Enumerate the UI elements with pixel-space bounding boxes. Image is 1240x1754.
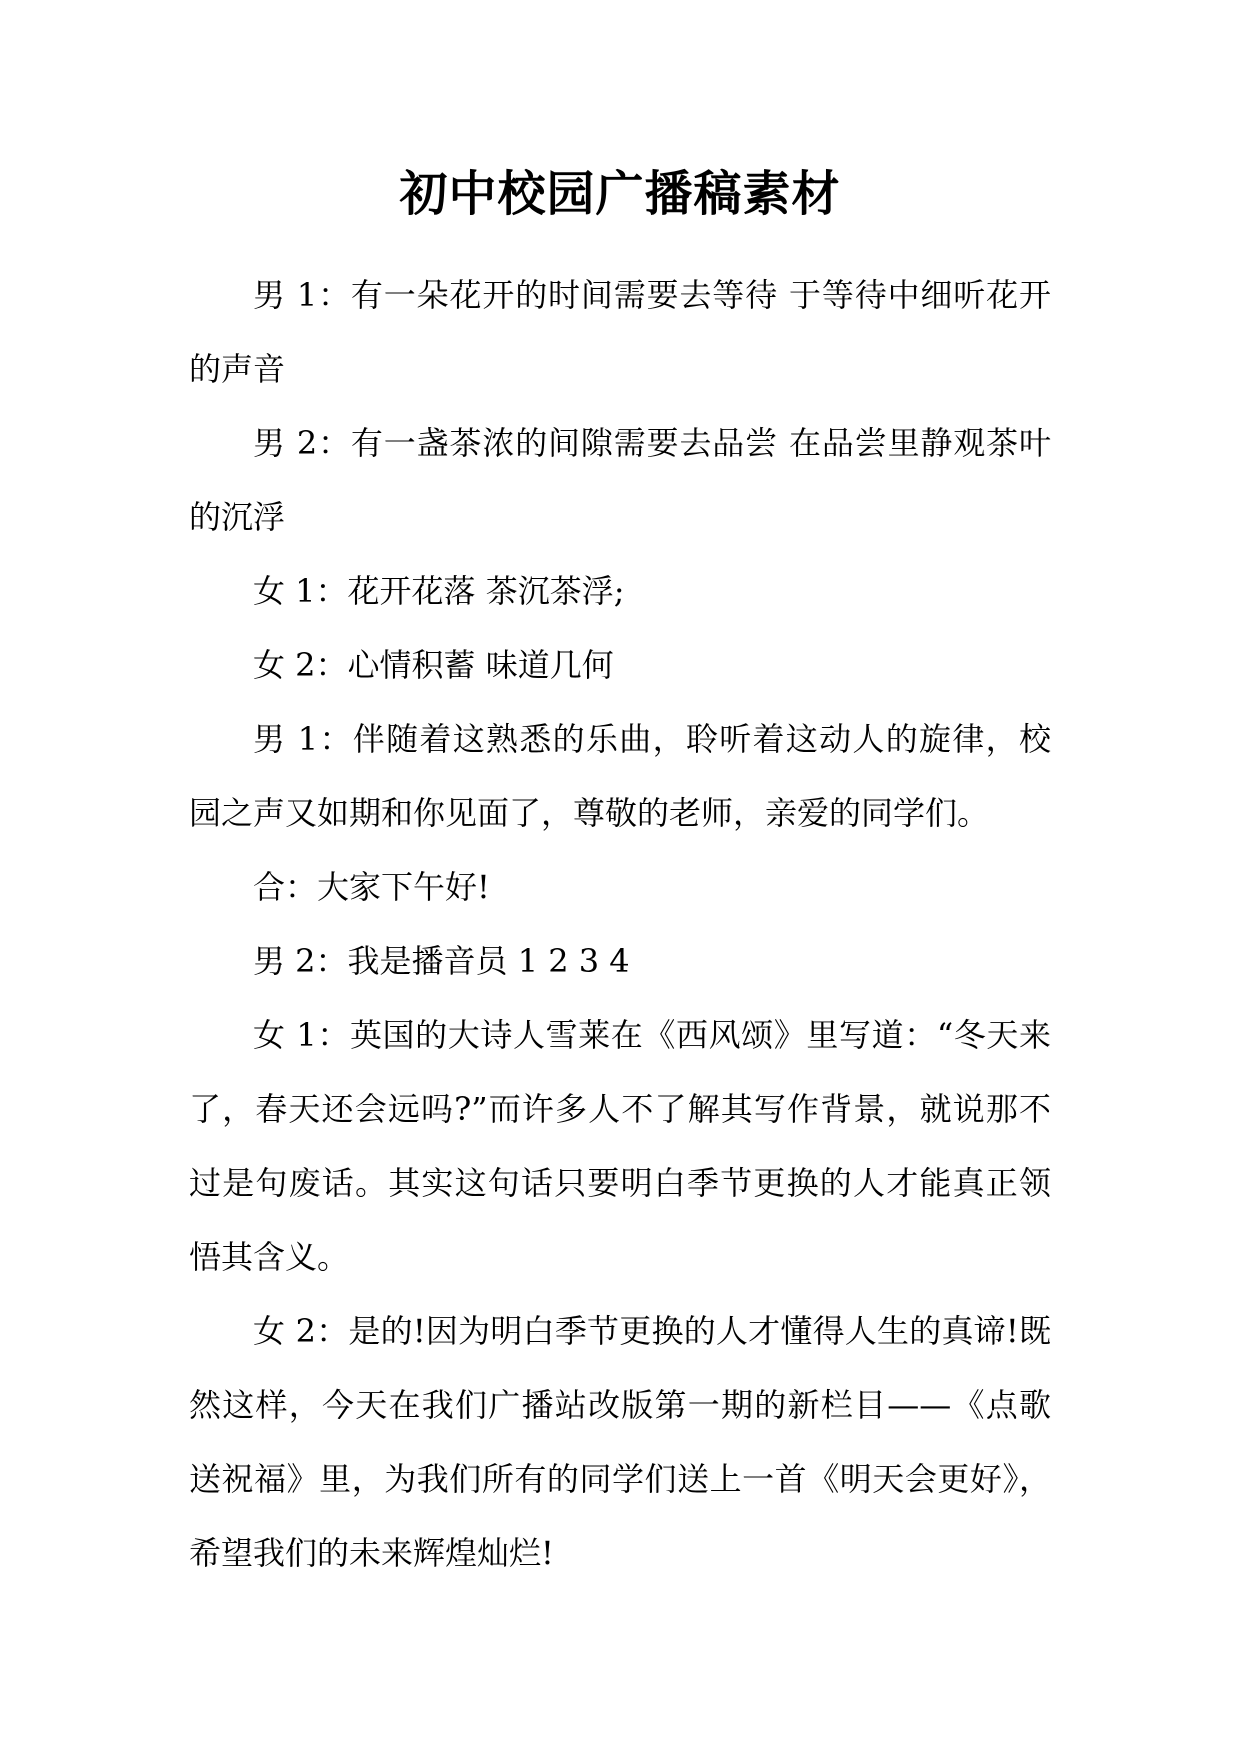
paragraph-female2-intro: 女 2：心情积蓄 味道几何 [253,646,614,684]
document-title: 初中校园广播稿素材 [399,166,841,222]
paragraph-male1-greeting: 男 1：伴随着这熟悉的乐曲，聆听着这动人的旋律，校园之声又如期和你见面了，尊敬的老师，亲爱的同学们。 [189,720,1051,832]
document-body [189,258,1051,1590]
paragraph-male2-intro: 男 2：有一盏茶浓的间隙需要去品尝 在品尝里静观茶叶的沉浮 [189,424,1051,536]
paragraph-chorus: 合：大家下午好! [253,868,490,906]
paragraph-female1-shelley: 女 1：英国的大诗人雪莱在《西风颂》里写道：“冬天来了，春天还会远吗?”而许多人不了解其写作背景，就说那不过是句废话。其实这句话只要明白季节更换的人才能真正领悟其含义。 [189,1016,1051,1276]
paragraph-male2-announcers: 男 2：我是播音员 1 2 3 4 [253,942,630,980]
paragraph-female2-song: 女 2：是的!因为明白季节更换的人才懂得人生的真谛!既然这样，今天在我们广播站改版第一期的新栏目——《点歌送祝福》里，为我们所有的同学们送上一首《明天会更好》，希望我们的未来辉煌灿烂! [189,1312,1051,1572]
paragraph-female1-intro: 女 1：花开花落 茶沉茶浮; [253,572,625,610]
paragraph-male1-intro: 男 1：有一朵花开的时间需要去等待 于等待中细听花开的声音 [189,276,1051,388]
